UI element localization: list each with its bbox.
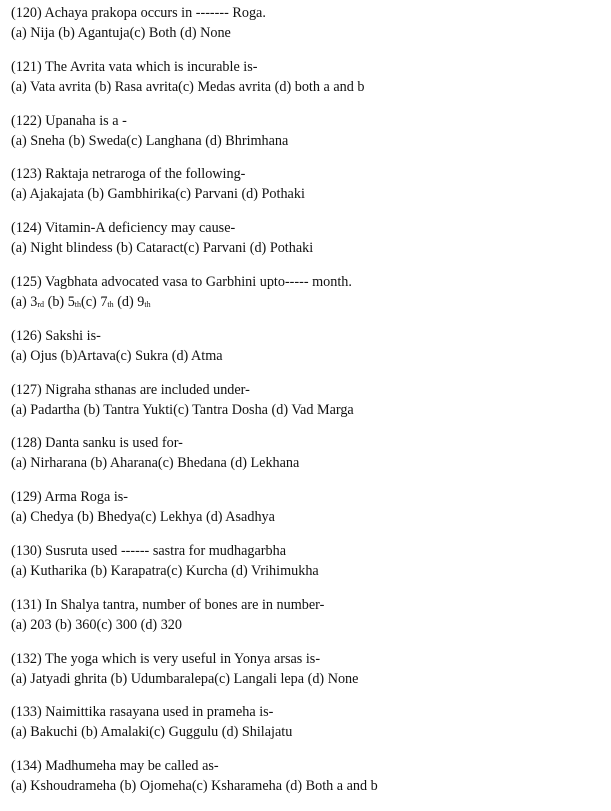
ordinal-suffix: th [74, 299, 82, 309]
question-options: (a) Bakuchi (b) Amalaki(c) Guggulu (d) Shilajatu [11, 724, 293, 741]
question-options: (a) Kutharika (b) Karapatra(c) Kurcha (d) Vrihimukha [11, 562, 319, 579]
question-block-123 [11, 165, 606, 219]
question-options: (a) Ojus (b)Artava(c) Sukra (d) Atma [11, 347, 223, 364]
question-block-122 [11, 112, 606, 166]
question-text: (133) Naimittika rasayana used in prameha is- [11, 704, 274, 721]
question-block-133 [11, 703, 606, 757]
question-options: (a) Jatyadi ghrita (b) Udumbaralepa(c) Langali lepa (d) None [11, 670, 359, 687]
question-text: (121) The Avrita vata which is incurable is- [11, 58, 258, 75]
question-text: (125) Vagbhata advocated vasa to Garbhini upto----- month. [11, 273, 352, 290]
question-options: (a) Night blindess (b) Cataract(c) Parvani (d) Pothaki [11, 240, 314, 257]
question-block-132 [11, 650, 606, 704]
ordinal-suffix: th [144, 299, 151, 309]
question-block-130 [11, 542, 606, 596]
question-block-120 [11, 4, 606, 58]
question-options: (a) 203 (b) 360(c) 300 (d) 320 [11, 616, 182, 633]
question-block-129 [11, 488, 606, 542]
ordinal-suffix: rd [37, 299, 45, 309]
question-options: (a) Nirharana (b) Aharana(c) Bhedana (d) Lekhana [11, 455, 300, 472]
option-text: (d) 9 [113, 293, 145, 310]
question-text: (124) Vitamin-A deficiency may cause- [11, 220, 236, 237]
question-block-131 [11, 596, 606, 650]
question-options: (a) Kshoudrameha (b) Ojomeha(c) Ksharameha (d) Both a and b [11, 778, 378, 795]
question-block-126 [11, 327, 606, 381]
ordinal-suffix: th [107, 299, 114, 309]
question-text: (132) The yoga which is very useful in Yonya arsas is- [11, 650, 321, 667]
question-options: (a) Nija (b) Agantuja(c) Both (d) None [11, 25, 231, 41]
question-options: (a) Chedya (b) Bhedya(c) Lekhya (d) Asadhya [11, 509, 275, 526]
option-text: (c) 7 [81, 293, 108, 310]
question-block-125 [11, 273, 606, 327]
question-text: (120) Achaya prakopa occurs in ------- Roga. [11, 5, 266, 21]
question-text: (122) Upanaha is a - [11, 112, 127, 129]
question-options: (a) Sneha (b) Sweda(c) Langhana (d) Bhrimhana [11, 132, 289, 149]
question-text: (128) Danta sanku is used for- [11, 435, 183, 452]
question-text: (123) Raktaja netraroga of the following- [11, 166, 246, 183]
question-options: (a) Ajakajata (b) Gambhirika(c) Parvani (d) Pothaki [11, 186, 305, 203]
option-text: (b) 5 [44, 293, 75, 310]
question-text: (127) Nigraha sthanas are included under- [11, 381, 250, 398]
question-block-128 [11, 434, 606, 488]
question-block-127 [11, 381, 606, 435]
question-text: (134) Madhumeha may be called as- [11, 758, 219, 775]
question-options: (a) Vata avrita (b) Rasa avrita(c) Medas avrita (d) both a and b [11, 78, 365, 95]
option-text: (a) 3 [11, 293, 38, 310]
question-text: (130) Susruta used ------ sastra for mudhagarbha [11, 542, 286, 559]
question-block-121 [11, 58, 606, 112]
question-list [11, 4, 606, 811]
question-block-134 [11, 757, 606, 811]
question-text: (131) In Shalya tantra, number of bones are in number- [11, 596, 325, 613]
question-options: (a) Padartha (b) Tantra Yukti(c) Tantra Dosha (d) Vad Marga [11, 401, 354, 418]
question-text: (129) Arma Roga is- [11, 489, 129, 506]
question-text: (126) Sakshi is- [11, 327, 101, 344]
question-block-124 [11, 219, 606, 273]
question-options [11, 293, 606, 314]
